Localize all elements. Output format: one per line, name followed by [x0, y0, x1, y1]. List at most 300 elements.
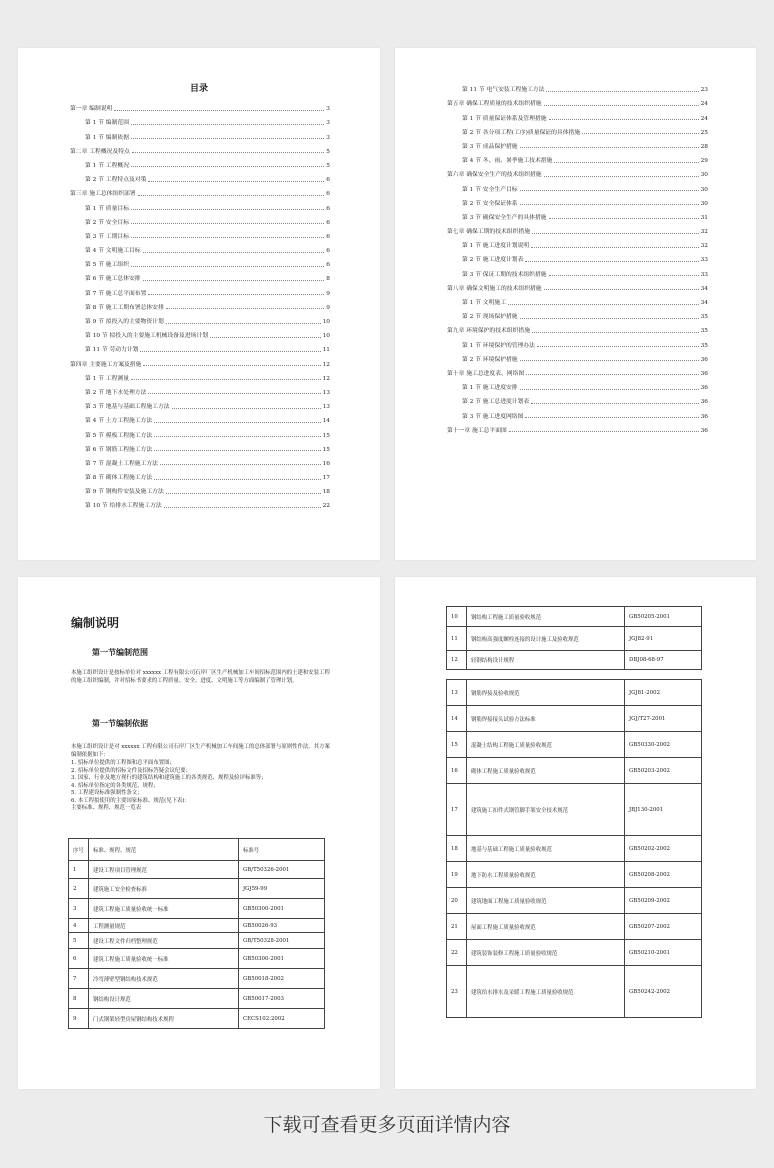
toc-page-number: 17 [322, 475, 330, 482]
toc-entry [70, 410, 330, 424]
table-cell: 17 [447, 784, 467, 836]
toc-page-number: 36 [700, 427, 708, 434]
toc-entry-title: 第 1 节 工程概况 [85, 162, 129, 169]
toc-entry-title: 第 2 节 安全保证体系 [462, 200, 518, 207]
toc-page-number: 36 [700, 385, 708, 392]
table-cell: 钢结构工程施工质量验收规范 [467, 607, 625, 627]
toc-list [70, 98, 330, 509]
table-cell: 地基与基础工程施工质量验收规范 [467, 836, 625, 862]
toc-entry [447, 221, 708, 235]
toc-leader [154, 450, 320, 451]
toc-page-number: 6 [326, 191, 330, 198]
toc-leader [166, 308, 325, 309]
table-cell: 7 [69, 969, 89, 989]
toc-page-number: 3 [326, 120, 330, 127]
toc-leader [131, 124, 324, 125]
toc-entry [70, 240, 330, 254]
toc-leader [520, 190, 699, 191]
standards-table [446, 606, 702, 670]
toc-page-number: 9 [326, 304, 330, 311]
toc-entry-title: 第 1 节 工程测量 [85, 375, 129, 382]
toc-page-number: 33 [700, 271, 708, 278]
toc-entry-title: 第 1 节 安全生产目标 [462, 186, 518, 193]
table-row [69, 919, 325, 933]
table-cell: 建筑施工安全检查标准 [89, 879, 239, 899]
toc-leader [537, 346, 699, 347]
toc-page-number: 6 [326, 248, 330, 255]
toc-entry-title: 第 2 节 工程特点及对策 [85, 177, 147, 184]
toc-entry-title: 第 3 节 施工进度网络图 [462, 413, 524, 420]
toc-entry-title: 第 4 节 文明施工目标 [85, 248, 141, 255]
toc-entry-title: 第 6 节 施工总体安排 [85, 276, 141, 283]
toc-leader [520, 204, 699, 205]
toc-entry-title: 第 3 节 地基与基础工程施工方法 [85, 404, 170, 411]
table-cell: 地下防水工程质量验收规范 [467, 862, 625, 888]
toc-entry-title: 第 3 节 保证工期的技术组织措施 [462, 271, 547, 278]
toc-entry-title: 第 2 节 地下水处理方法 [85, 389, 147, 396]
toc-entry [447, 122, 708, 136]
toc-entry-title: 第七章 确保工期的技术组织措施 [447, 229, 530, 236]
table-cell: GB50300-2001 [239, 899, 325, 919]
table-cell: 建筑给水排水及采暖工程施工质量验收规范 [467, 966, 625, 1018]
toc-entry-title: 第 11 节 电气安装工程施工方法 [462, 87, 545, 94]
toc-leader [131, 223, 324, 224]
table-cell: 混凝土结构工程施工质量验收规范 [467, 732, 625, 758]
table-cell: GB50242-2002 [625, 966, 702, 1018]
table-cell: GB50203-2002 [625, 758, 702, 784]
table-cell: 16 [447, 758, 467, 784]
toc-page-number: 13 [322, 389, 330, 396]
table-row [447, 836, 702, 862]
standards-table [446, 679, 702, 1018]
toc-entry-title: 第 6 节 钢筋工程施工方法 [85, 446, 153, 453]
basis-list [71, 760, 330, 813]
toc-page-number: 13 [322, 404, 330, 411]
toc-leader [131, 166, 324, 167]
toc-entry-title: 第五章 确保工程质量的技术组织措施 [447, 101, 542, 108]
table-cell: 4 [69, 919, 89, 933]
toc-page-number: 30 [700, 200, 708, 207]
toc-leader [131, 209, 324, 210]
toc-entry [447, 79, 708, 93]
toc-page-number: 31 [700, 214, 708, 221]
toc-entry-title: 第 4 节 土方工程施工方法 [85, 418, 153, 425]
section-paragraph: 本施工组织设计是对 xxxxxx 工程有限公司石岸厂区生产机械加工车间施工的总体部署与原则性作法。其方案编制依据如下： [71, 744, 330, 758]
toc-page-number: 10 [322, 319, 330, 325]
table-row [69, 969, 325, 989]
toc-leader [166, 323, 321, 324]
toc-leader [164, 507, 321, 508]
toc-entry-title: 第四章 主要施工方案及措施 [70, 361, 142, 368]
toc-entry-title: 第 3 节 成品保护措施 [462, 143, 518, 150]
toc-leader [132, 152, 324, 153]
toc-page-number: 3 [326, 106, 330, 113]
toc-entry [70, 325, 330, 339]
toc-page-number: 5 [326, 148, 330, 155]
table-row [447, 627, 702, 651]
toc-leader [525, 261, 698, 262]
table-row [447, 966, 702, 1018]
toc-page-number: 6 [326, 177, 330, 184]
toc-entry [70, 495, 330, 509]
table-row [447, 680, 702, 706]
toc-entry-title: 第 1 节 文明施工 [462, 300, 506, 306]
toc-page-number: 3 [326, 134, 330, 141]
table-cell: GB50207-2002 [625, 914, 702, 940]
table-row [447, 607, 702, 627]
toc-entry [447, 363, 708, 377]
chapter-title: 编制说明 [71, 616, 120, 630]
table-header-cell: 标准、规程、规范 [89, 839, 239, 861]
toc-page-number: 5 [326, 162, 330, 169]
toc-entry-title: 第 2 节 现场保护措施 [462, 314, 518, 321]
toc-page-number: 34 [700, 285, 708, 292]
table-cell: GB50017-2003 [239, 989, 325, 1009]
toc-page-number: 9 [326, 290, 330, 297]
toc-entry [447, 263, 708, 277]
toc-leader [114, 110, 324, 111]
table-cell: 轻钢结构设计规程 [467, 651, 625, 670]
toc-entry [447, 391, 708, 405]
toc-entry [70, 282, 330, 296]
toc-entry-title: 第 3 节 工期目标 [85, 233, 129, 240]
table-cell: 砌体工程施工质量验收规范 [467, 758, 625, 784]
toc-entry-title: 第九章 环境保护的技术组织措施 [447, 328, 530, 335]
toc-page-number: 35 [700, 342, 708, 349]
toc-entry-title: 第 11 节 劳动力计划 [85, 347, 139, 354]
toc-entry-title: 第 9 节 拟投入的主要物资计划 [85, 319, 164, 325]
toc-entry [447, 420, 708, 434]
toc-entry [70, 197, 330, 211]
toc-entry-title: 第 2 节 各分项工程(工序)质量保证的具体措施 [462, 129, 581, 136]
toc-entry-title: 第 5 节 施工组织 [85, 262, 129, 269]
toc-leader [520, 360, 699, 361]
toc-leader [509, 431, 699, 432]
toc-page-number: 15 [322, 432, 330, 439]
table-cell: 钢结构高强度螺栓连接的设计施工及验收规范 [467, 627, 625, 651]
toc-entry [70, 368, 330, 382]
table-row [447, 784, 702, 836]
table-cell: JBJ130-2001 [625, 784, 702, 836]
table-cell: JGJ/T27-2001 [625, 706, 702, 732]
toc-entry-title: 第 1 节 编制依据 [85, 134, 129, 141]
table-row [69, 1009, 325, 1029]
table-cell: 冷弯薄壁型钢结构技术规范 [89, 969, 239, 989]
toc-page-number: 11 [322, 347, 330, 354]
toc-page-number: 15 [322, 446, 330, 453]
toc-entry [70, 382, 330, 396]
table-header-cell: 序号 [69, 839, 89, 861]
table-row [69, 989, 325, 1009]
toc-entry-title: 第 1 节 施工进度安排 [462, 385, 518, 392]
toc-entry [447, 320, 708, 334]
toc-entry-title: 第八章 确保文明施工的技术组织措施 [447, 285, 542, 292]
toc-entry [447, 405, 708, 419]
table-cell: 14 [447, 706, 467, 732]
toc-leader [544, 176, 699, 177]
toc-entry [70, 396, 330, 410]
toc-entry-title: 第十章 施工总进度表、网络图 [447, 370, 525, 377]
toc-leader [546, 91, 698, 92]
toc-leader [554, 162, 698, 163]
toc-entry-title: 第六章 确保安全生产的技术组织措施 [447, 172, 542, 179]
toc-leader [140, 351, 320, 352]
toc-leader [549, 218, 699, 219]
toc-entry [70, 169, 330, 183]
toc-entry [70, 126, 330, 140]
table-cell: 11 [447, 627, 467, 651]
table-row [447, 862, 702, 888]
table-row [69, 899, 325, 919]
table-cell: 建筑装饰装修工程施工质量验收规范 [467, 940, 625, 966]
table-cell: 建筑施工扣件式钢管脚手架安全技术规范 [467, 784, 625, 836]
table-cell: 21 [447, 914, 467, 940]
toc-entry-title: 第 8 节 施工工期布署总体安排 [85, 304, 164, 311]
table-cell: 建设工程文件归档整理规范 [89, 933, 239, 949]
table-cell: 19 [447, 862, 467, 888]
toc-page-number: 6 [326, 233, 330, 240]
section-paragraph: 本施工组织设计是按标单位对 xxxxxx 工程有限公司石岸厂区生产机械加工车间招标范围内的土建和安装工程的施工组织编制，并对招标书要求的工程质量、安全、进度、文明施工等方面编制了管理计划。 [71, 670, 330, 684]
table-cell: 钢结构设计规范 [89, 989, 239, 1009]
toc-page-number: 34 [700, 300, 708, 306]
toc-entry-title: 第十一章 施工总平面图 [447, 427, 507, 434]
toc-page-number: 6 [326, 205, 330, 212]
toc-page-number: 25 [700, 129, 708, 136]
list-item: 1. 招标单位提供的工程图和总平面布置图； [71, 760, 175, 766]
toc-leader [143, 280, 325, 281]
table-cell: 8 [69, 989, 89, 1009]
table-cell: GB50205-2001 [625, 607, 702, 627]
toc-leader [582, 133, 699, 134]
table-cell: JGJ59-99 [239, 879, 325, 899]
table-row [69, 879, 325, 899]
toc-page-number: 32 [700, 229, 708, 236]
table-cell: GB50202-2002 [625, 836, 702, 862]
toc-leader [154, 479, 320, 480]
table-cell: DBJ08-68-97 [625, 651, 702, 670]
toc-entry-title: 第 1 节 质量保证体系及管理措施 [462, 115, 547, 122]
toc-leader [166, 493, 321, 494]
toc-page-number: 16 [322, 460, 330, 467]
toc-leader [525, 417, 698, 418]
toc-page-number: 33 [700, 257, 708, 264]
toc-page-number: 32 [700, 243, 708, 250]
toc-entry [447, 235, 708, 249]
toc-leader [131, 237, 324, 238]
table-page [395, 577, 756, 1089]
table-row [447, 651, 702, 670]
toc-page-1 [18, 48, 380, 560]
table-row [447, 888, 702, 914]
toc-page-number: 24 [700, 101, 708, 108]
toc-page-number: 36 [700, 370, 708, 377]
toc-entry [70, 155, 330, 169]
table-row [69, 861, 325, 879]
toc-page-number: 18 [322, 489, 330, 496]
toc-page-number: 6 [326, 262, 330, 269]
table-cell: 6 [69, 949, 89, 969]
table-cell: 9 [69, 1009, 89, 1029]
intro-page [18, 577, 380, 1089]
toc-leader [160, 464, 321, 465]
table-cell: 13 [447, 680, 467, 706]
toc-entry [70, 183, 330, 197]
toc-leader [531, 403, 698, 404]
table-cell: 钢筋焊接及验收规范 [467, 680, 625, 706]
toc-entry-title: 第 1 节 质量目标 [85, 205, 129, 212]
toc-leader [138, 195, 325, 196]
toc-leader [131, 379, 321, 380]
table-cell: GB50210-2001 [625, 940, 702, 966]
table-cell: 20 [447, 888, 467, 914]
toc-entry [447, 249, 708, 263]
table-cell: 门式钢架轻型房屋钢结构技术规程 [89, 1009, 239, 1029]
toc-entry-title: 第二章 工程概况及特点 [70, 148, 130, 155]
toc-page-number: 36 [700, 356, 708, 363]
table-cell: GB50208-2002 [625, 862, 702, 888]
table-cell: 建筑工程施工质量验收统一标准 [89, 899, 239, 919]
toc-page-number: 35 [700, 328, 708, 335]
list-item: 3. 国家、行业及地方现行的建筑结构和建筑施工的各类规范、规程及验评标准等； [71, 775, 267, 781]
toc-entry [70, 98, 330, 112]
toc-entry-title: 第 2 节 施工总进度计划表 [462, 399, 530, 406]
toc-leader [148, 181, 324, 182]
table-cell: CECS102:2002 [239, 1009, 325, 1029]
toc-leader [544, 289, 699, 290]
toc-entry [70, 424, 330, 438]
toc-leader [143, 252, 325, 253]
table-row [447, 706, 702, 732]
toc-leader [549, 275, 699, 276]
toc-page-number: 12 [322, 375, 330, 382]
table-cell: 钢筋焊接接头试验方法标准 [467, 706, 625, 732]
toc-page-number: 12 [322, 361, 330, 368]
table-cell: 22 [447, 940, 467, 966]
toc-entry-title: 第 10 节 拟投入的主要施工机械设备及进场计划 [85, 333, 209, 340]
list-item: 4. 招标单位指定的各类规范、规程； [71, 782, 159, 789]
toc-entry [70, 297, 330, 311]
toc-page-number: 24 [700, 115, 708, 122]
toc-list [447, 79, 708, 434]
table-cell: 12 [447, 651, 467, 670]
toc-entry [447, 349, 708, 363]
table-row [69, 933, 325, 949]
toc-entry-title: 第 2 节 安全目标 [85, 219, 129, 226]
toc-entry [70, 226, 330, 240]
section-title: 第一节编制依据 [92, 718, 148, 728]
toc-entry-title: 第 2 节 环境保护措施 [462, 356, 518, 363]
table-header-cell: 标准号 [239, 839, 325, 861]
toc-entry-title: 第 5 节 模板工程施工方法 [85, 432, 153, 439]
table-cell: 2 [69, 879, 89, 899]
table-row [447, 914, 702, 940]
table-cell: JGJ82-91 [625, 627, 702, 651]
section-title: 第一节编制范围 [92, 647, 148, 657]
toc-entry [70, 353, 330, 367]
toc-entry-title: 第 8 节 砌体工程施工方法 [85, 475, 153, 482]
toc-entry [447, 377, 708, 391]
toc-entry [447, 107, 708, 121]
toc-page-number: 6 [326, 219, 330, 226]
toc-leader [154, 436, 320, 437]
toc-page-number: 23 [700, 87, 708, 94]
table-cell: 5 [69, 933, 89, 949]
toc-page-number: 28 [700, 143, 708, 150]
toc-entry [447, 136, 708, 150]
table-cell: GB/T50326-2001 [239, 861, 325, 879]
table-cell: GB50018-2002 [239, 969, 325, 989]
toc-entry [447, 150, 708, 164]
table-cell: 1 [69, 861, 89, 879]
table-header-row [69, 839, 325, 861]
toc-leader [532, 332, 699, 333]
toc-entry [447, 93, 708, 107]
toc-entry [447, 207, 708, 221]
download-hint: 下载可查看更多页面详情内容 [263, 1114, 511, 1136]
toc-entry [70, 141, 330, 155]
list-item: 主要标准、规程、规范一览表 [71, 805, 142, 811]
toc-leader [549, 119, 699, 120]
standards-table [68, 838, 325, 1029]
toc-page-number: 30 [700, 186, 708, 193]
toc-entry [447, 164, 708, 178]
table-row [447, 732, 702, 758]
toc-entry-title: 第 4 节 冬、雨、暑季施工技术措施 [462, 158, 553, 165]
toc-leader [131, 138, 324, 139]
table-cell: GB50330-2002 [625, 732, 702, 758]
toc-leader [172, 408, 321, 409]
toc-leader [131, 266, 324, 267]
toc-page-number: 36 [700, 399, 708, 406]
toc-entry [70, 268, 330, 282]
table-cell: GB50026-93 [239, 919, 325, 933]
toc-page-number: 22 [322, 503, 330, 510]
toc-page-number: 29 [700, 158, 708, 165]
toc-leader [143, 365, 320, 366]
toc-entry [447, 334, 708, 348]
toc-leader [520, 318, 699, 319]
toc-entry-title: 第 10 节 给排水工程施工方法 [85, 503, 162, 510]
toc-entry-title: 第一章 编制说明 [70, 106, 113, 113]
table-cell: 工程测量规范 [89, 919, 239, 933]
table-cell: 建设工程项目管理规范 [89, 861, 239, 879]
toc-leader [526, 374, 698, 375]
list-item: 6. 本工程拟使用的主要国家标准、规范(见下表)： [71, 797, 190, 804]
toc-entry [447, 193, 708, 207]
toc-entry-title: 第 1 节 施工进度计划说明 [462, 243, 530, 250]
table-row [447, 940, 702, 966]
toc-entry [70, 212, 330, 226]
toc-entry [70, 453, 330, 467]
toc-entry [70, 112, 330, 126]
toc-leader [544, 105, 699, 106]
toc-entry-title: 第 7 节 混凝土工程施工方法 [85, 460, 158, 467]
table-cell: 屋面工程施工质量验收规范 [467, 914, 625, 940]
toc-leader [520, 389, 699, 390]
table-row [69, 949, 325, 969]
toc-entry-title: 第 1 节 编制范围 [85, 120, 129, 127]
toc-leader [148, 294, 324, 295]
toc-leader [148, 393, 320, 394]
table-row [447, 758, 702, 784]
toc-entry [447, 292, 708, 306]
toc-page-number: 8 [326, 276, 330, 283]
toc-page-2 [395, 48, 756, 560]
toc-entry [70, 254, 330, 268]
toc-leader [210, 337, 321, 338]
toc-page-number: 14 [322, 418, 330, 425]
table-cell: GB/T50328-2001 [239, 933, 325, 949]
